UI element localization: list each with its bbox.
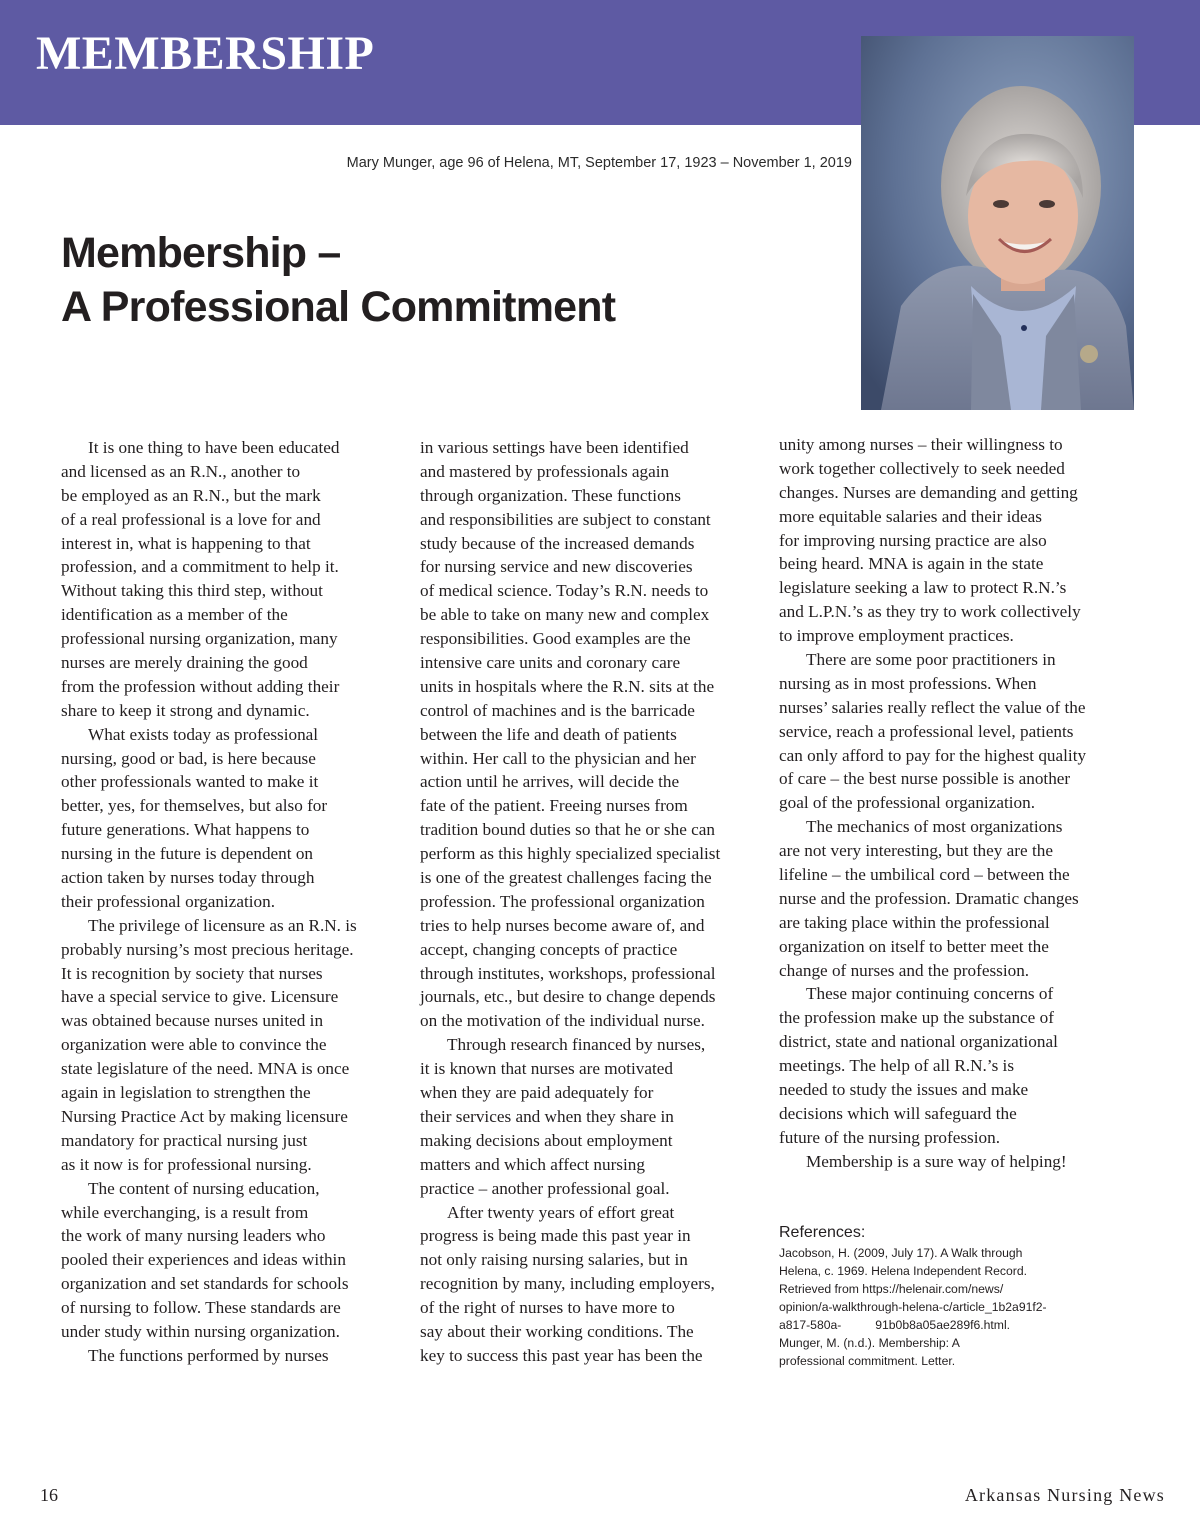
text-line: The mechanics of most organizations: [806, 817, 1063, 837]
portrait-image: [861, 36, 1134, 410]
text-line: nurses’ salaries really reflect the value of the: [779, 697, 1086, 717]
text-line: tradition bound duties so that he or she can: [420, 820, 715, 840]
text-line: units in hospitals where the R.N. sits at the: [420, 676, 715, 696]
text-line: and licensed as an R.N., another to: [61, 461, 301, 481]
text-line: their professional organization.: [61, 891, 275, 911]
text-line: work together collectively to seek needed: [779, 458, 1065, 478]
text-line: accept, changing concepts of practice: [420, 939, 678, 959]
text-line: to improve employment practices.: [779, 626, 1014, 646]
text-line: tries to help nurses become aware of, and: [420, 915, 705, 935]
text-line: These major continuing concerns of: [806, 984, 1054, 1004]
text-line: is one of the greatest challenges facing the: [420, 868, 712, 888]
reference-line: a817-580a- 91b0b8a05ae289f6.html.: [779, 1318, 1011, 1332]
text-line: control of machines and is the barricade: [420, 700, 695, 720]
headline-line-1: Membership –: [61, 229, 341, 277]
text-line: After twenty years of effort great: [447, 1202, 675, 1222]
text-line: can only afford to pay for the highest quality: [779, 745, 1087, 765]
text-line: organization were able to convince the: [61, 1035, 327, 1055]
body-column-3: [779, 433, 1124, 1174]
text-line: recognition by many, including employers,: [420, 1274, 715, 1294]
text-line: nursing, good or bad, is here because: [61, 748, 316, 768]
text-line: through institutes, workshops, professional: [420, 963, 716, 983]
text-line: be employed as an R.N., but the mark: [61, 485, 321, 505]
text-line: when they are paid adequately for: [420, 1083, 654, 1103]
text-line: journals, etc., but desire to change depends: [420, 987, 716, 1007]
text-line: meetings. The help of all R.N.’s is: [779, 1056, 1015, 1076]
text-line: mandatory for practical nursing just: [61, 1130, 308, 1150]
text-line: progress is being made this past year in: [420, 1226, 691, 1246]
text-line: for improving nursing practice are also: [779, 530, 1047, 550]
text-line: organization and set standards for schools: [61, 1274, 349, 1294]
text-line: the work of many nursing leaders who: [61, 1226, 326, 1246]
text-line: and mastered by professionals again: [420, 461, 670, 481]
text-line: unity among nurses – their willingness to: [779, 435, 1063, 454]
text-line: while everchanging, is a result from: [61, 1202, 309, 1222]
text-line: making decisions about employment: [420, 1130, 673, 1150]
text-line: other professionals wanted to make it: [61, 772, 319, 792]
text-line: Nursing Practice Act by making licensure: [61, 1106, 348, 1126]
text-line: changes. Nurses are demanding and getting: [779, 482, 1078, 502]
text-line: nurses are merely draining the good: [61, 653, 308, 673]
text-line: was obtained because nurses united in: [61, 1011, 324, 1031]
text-line: fate of the patient. Freeing nurses from: [420, 796, 688, 816]
text-line: profession, and a commitment to help it.: [61, 557, 339, 577]
text-line: their services and when they share in: [420, 1106, 674, 1126]
text-line: within. Her call to the physician and her: [420, 748, 696, 768]
text-line: action taken by nurses today through: [61, 868, 315, 888]
reference-line: opinion/a-walkthrough-helena-c/article_1b2a91f2-: [779, 1300, 1047, 1314]
text-line: again in legislation to strengthen the: [61, 1083, 311, 1103]
text-line: nursing as in most professions. When: [779, 673, 1037, 693]
text-line: the profession make up the substance of: [779, 1008, 1054, 1028]
text-line: The content of nursing education,: [88, 1178, 320, 1198]
text-line: probably nursing’s most precious heritage.: [61, 939, 354, 959]
text-line: not only raising nursing salaries, but in: [420, 1250, 688, 1270]
text-line: decisions which will safeguard the: [779, 1103, 1017, 1123]
text-line: for nursing service and new discoveries: [420, 557, 693, 577]
text-line: What exists today as professional: [88, 724, 319, 744]
text-line: goal of the professional organization.: [779, 793, 1035, 813]
text-line: say about their working conditions. The: [420, 1321, 694, 1341]
text-line: identification as a member of the: [61, 605, 288, 625]
text-line: service, reach a professional level, patients: [779, 721, 1074, 741]
text-line: future of the nursing profession.: [779, 1127, 1001, 1147]
text-line: better, yes, for themselves, but also for: [61, 796, 328, 816]
text-line: in various settings have been identified: [420, 438, 689, 457]
reference-line: professional commitment. Letter.: [779, 1354, 956, 1368]
text-line: on the motivation of the individual nurse.: [420, 1011, 705, 1031]
text-line: share to keep it strong and dynamic.: [61, 700, 310, 720]
text-line: perform as this highly specialized specialist: [420, 844, 721, 864]
text-line: it is known that nurses are motivated: [420, 1059, 673, 1079]
text-line: of the right of nurses to have more to: [420, 1298, 675, 1318]
text-line: are not very interesting, but they are the: [779, 841, 1053, 861]
references-heading: References:: [779, 1224, 866, 1241]
text-line: It is recognition by society that nurses: [61, 963, 323, 983]
text-line: nursing in the future is dependent on: [61, 844, 314, 864]
text-line: pooled their experiences and ideas within: [61, 1250, 346, 1270]
text-line: nurse and the profession. Dramatic changes: [779, 888, 1079, 908]
text-line: key to success this past year has been the: [420, 1345, 703, 1365]
references: [779, 1222, 1109, 1370]
portrait-photo: [861, 36, 1134, 410]
text-line: practice – another professional goal.: [420, 1178, 670, 1198]
text-line: are taking place within the professional: [779, 912, 1050, 932]
text-line: as it now is for professional nursing.: [61, 1154, 312, 1174]
reference-line: Retrieved from https://helenair.com/news/: [779, 1282, 1004, 1296]
text-line: needed to study the issues and make: [779, 1080, 1029, 1100]
text-line: of a real professional is a love for and: [61, 509, 321, 529]
text-line: action until he arrives, will decide the: [420, 772, 680, 792]
text-line: more equitable salaries and their ideas: [779, 506, 1042, 526]
text-line: There are some poor practitioners in: [806, 650, 1056, 670]
reference-line: Helena, c. 1969. Helena Independent Record.: [779, 1264, 1027, 1278]
text-line: between the life and death of patients: [420, 724, 677, 744]
text-line: professional nursing organization, many: [61, 629, 338, 649]
body-column-1: [61, 436, 391, 1368]
photo-caption: Mary Munger, age 96 of Helena, MT, September 17, 1923 – November 1, 2019: [346, 155, 852, 171]
text-line: of nursing to follow. These standards are: [61, 1298, 341, 1318]
text-line: interest in, what is happening to that: [61, 533, 311, 553]
text-line: of medical science. Today’s R.N. needs to: [420, 581, 709, 601]
text-line: district, state and national organizational: [779, 1032, 1058, 1052]
text-line: The privilege of licensure as an R.N. is: [88, 915, 357, 935]
article-headline: [61, 226, 821, 334]
text-line: state legislature of the need. MNA is once: [61, 1059, 350, 1079]
text-line: organization on itself to better meet the: [779, 936, 1049, 956]
text-line: change of nurses and the profession.: [779, 960, 1030, 980]
text-line: and responsibilities are subject to constant: [420, 509, 711, 529]
text-line: through organization. These functions: [420, 485, 681, 505]
reference-line: Jacobson, H. (2009, July 17). A Walk through: [779, 1246, 1023, 1260]
text-line: future generations. What happens to: [61, 820, 310, 840]
text-line: of care – the best nurse possible is another: [779, 769, 1071, 789]
text-line: Membership is a sure way of helping!: [806, 1151, 1067, 1171]
text-line: profession. The professional organization: [420, 891, 705, 911]
text-line: The functions performed by nurses: [88, 1345, 329, 1365]
section-title: MEMBERSHIP: [36, 27, 375, 80]
page-number: 16: [40, 1485, 58, 1505]
text-line: legislature seeking a law to protect R.N.’s: [779, 578, 1067, 598]
text-line: from the profession without adding their: [61, 676, 340, 696]
text-line: matters and which affect nursing: [420, 1154, 645, 1174]
text-line: responsibilities. Good examples are the: [420, 629, 691, 649]
text-line: lifeline – the umbilical cord – between the: [779, 865, 1070, 885]
text-line: under study within nursing organization.: [61, 1321, 340, 1341]
text-line: study because of the increased demands: [420, 533, 695, 553]
text-line: intensive care units and coronary care: [420, 653, 681, 673]
text-line: It is one thing to have been educated: [88, 438, 340, 457]
text-line: Without taking this third step, without: [61, 581, 323, 601]
publication-name: Arkansas Nursing News: [964, 1485, 1165, 1505]
text-line: Through research financed by nurses,: [447, 1035, 706, 1055]
text-line: being heard. MNA is again in the state: [779, 554, 1044, 574]
headline-line-2: A Professional Commitment: [61, 283, 616, 331]
body-column-2: [420, 436, 760, 1368]
reference-line: Munger, M. (n.d.). Membership: A: [779, 1336, 960, 1350]
text-line: be able to take on many new and complex: [420, 605, 710, 625]
text-line: and L.P.N.’s as they try to work collectively: [779, 602, 1081, 622]
text-line: have a special service to give. Licensure: [61, 987, 339, 1007]
